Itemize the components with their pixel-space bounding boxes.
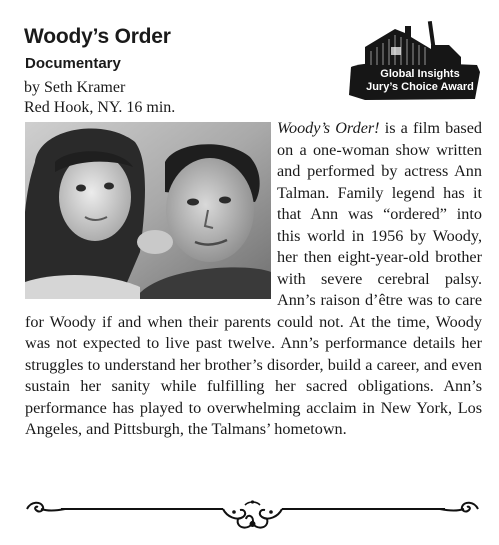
film-credits <box>24 78 175 118</box>
film-category: Documentary <box>25 55 121 72</box>
award-title <box>359 68 481 94</box>
film-description-text: is a film based on a one-woman show written and performed by actress Ann Talman. Family legend has it that Ann was “ordered” into this world in 1956 by Woody, her then eight-year-old brother with severe cerebral palsy. Ann’s raison d’être was to care for Woody if and when their parents could not. At the time, Woody was not expected to live past twelve. Ann’s performance details her struggles to understand her brother’s disorder, build a career, and even sustain her sanity while fulfilling her sacred obligations. Ann’s performance has played to overwhelming acclaim in New York, Los Angeles, and Pittsburgh, the Talmans’ hometown. <box>25 119 482 438</box>
ornamental-divider <box>25 497 480 533</box>
ornamental-scroll-divider-icon <box>25 497 480 533</box>
film-description <box>25 118 482 441</box>
award-badge <box>345 17 481 101</box>
award-line-2: Jury’s Choice Award <box>366 81 474 93</box>
film-location-duration: Red Hook, NY. 16 min. <box>24 99 176 116</box>
award-line-1: Global Insights <box>380 68 460 80</box>
film-title-inline: Woody’s Order! <box>277 119 380 137</box>
film-title: Woody’s Order <box>24 25 171 48</box>
film-director: by Seth Kramer <box>24 79 126 96</box>
photo-text-wrap-spacer <box>25 118 277 301</box>
